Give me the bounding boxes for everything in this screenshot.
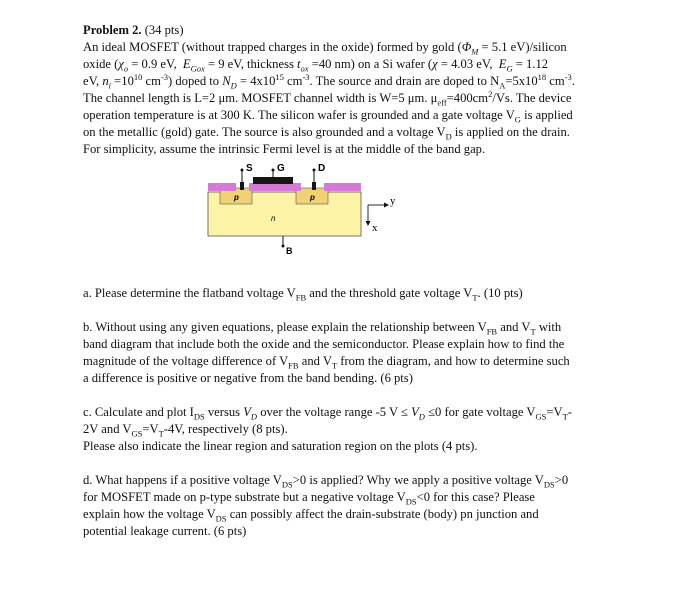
- body-line-1: An ideal MOSFET (without trapped charges in the oxide) formed by gold ($\Phi_M = 5.1$ eV)/silicon: [83, 40, 567, 57]
- question-a: a. Please determine the flatband voltage $V_{FB}$ and the threshold gate voltage $V_T$. (10 pts): [83, 286, 523, 303]
- drain-label: D: [318, 163, 326, 174]
- body-line-7: For simplicity, assume the intrinsic Fermi level is at the middle of the band gap.: [83, 142, 486, 156]
- y-axis-label: y: [390, 195, 396, 207]
- source-contact: [240, 182, 244, 190]
- oxide-gate: [249, 183, 301, 191]
- problem-number: Problem 2.: [83, 23, 142, 37]
- problem-points: (34 pts): [144, 23, 184, 37]
- problem-page: [83, 22, 623, 540]
- question-b: b. Without using any given equations, please explain the relationship between $V_{FB}$ and $V_T$ with band diagram that include both the oxide and the semiconductor. Please explain how to find the magnitude of the voltage difference of $V_{FB}$ and $V_T$ from the diagram, and how to determine such a difference is positive or negative from the band bending. (6 pts): [83, 320, 570, 385]
- gate-label: G: [277, 163, 285, 174]
- drain-contact: [312, 182, 316, 190]
- problem-header: [83, 22, 623, 39]
- mosfet-diagram: [83, 158, 623, 268]
- gate-metal: [253, 177, 293, 184]
- substrate-label: n: [271, 214, 276, 223]
- mosfet-cross-section: [83, 158, 623, 268]
- problem-body: [83, 39, 623, 158]
- question-d: d. What happens if a positive voltage $V_{DS}>0$ is applied? Why we apply a positive voltage $V_{DS}>0$ for MOSFET made on p-type substrate but a negative voltage $V_{DS}<0$ for this case? Please explain how the voltage $V_{DS}$ can possibly affect the drain-substrate (body) pn junction and potential leakage current. (6 pts): [83, 473, 569, 538]
- body-line-6: on the metallic (gold) gate. The source is also grounded and a voltage $V_D$ is applied on the drain.: [83, 125, 570, 142]
- body-label: B: [286, 246, 293, 256]
- body-line-3: eV, $n_i =10^{10}$ $cm^{-3}$) doped to $N_D = 4x10^{15}$ $cm^{-3}$. The source and drain are doped to $N_A=5x10^{18}$ $cm^{-3}$.: [83, 71, 575, 91]
- question-c: c. Calculate and plot $I_{DS}$ versus $V_D$ over the voltage range -5 $V \le V_D \le 0$ for gate voltage $V_{GS}=V_T-$ 2V and $V_{GS}=V_T-4V$, respectively (8 pts). Please also indicate the linear region and saturation region on the plots (4 pts).: [83, 405, 572, 453]
- body-line-5: operation temperature is at 300 K. The silicon wafer is grounded and a gate voltage $V_G$ is applied: [83, 108, 573, 125]
- body-line-2: oxide ($\chi_o = 0.9$ eV, $E_{Gox} = 9$ eV, thickness $t_{ox} =40$ nm) on a Si wafer (χ = 4.03 eV, $E_G = 1.12$: [83, 57, 549, 74]
- x-axis-label: x: [372, 222, 378, 234]
- oxide-left: [208, 183, 236, 191]
- oxide-right: [324, 183, 361, 191]
- source-label: S: [246, 163, 253, 174]
- source-p-label: p: [234, 193, 239, 202]
- body-line-4: The channel length is L=2 μm. MOSFET channel width is W=5 μm. $\mu_{eff}=400cm^2/Vs$. The device: [83, 88, 572, 108]
- drain-p-label: p: [310, 193, 315, 202]
